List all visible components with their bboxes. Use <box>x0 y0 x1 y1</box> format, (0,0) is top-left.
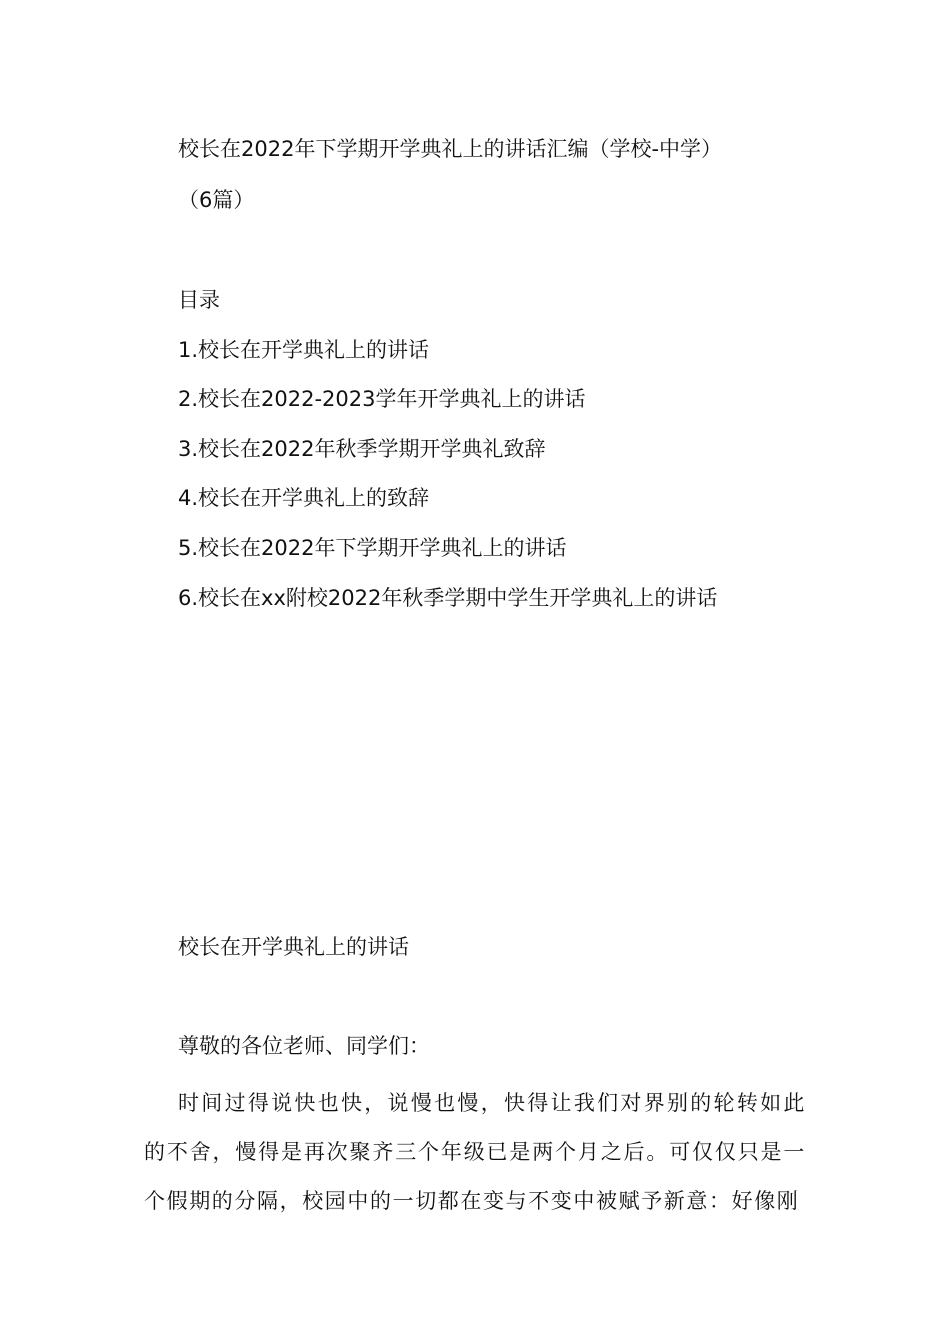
section-title: 校长在开学典礼上的讲话 <box>178 935 409 959</box>
toc-item: 4.校长在开学典礼上的致辞 <box>178 486 430 510</box>
speech-body-paragraph: 时间过得说快也快，说慢也慢，快得让我们对界别的轮转如此的不舍，慢得是再次聚齐三个年级已是两个月之后。可仅仅只是一个假期的分隔，校园中的一切都在变与不变中被赋予新意：好像刚 <box>144 1091 806 1213</box>
toc-item: 2.校长在2022-2023学年开学典礼上的讲话 <box>178 387 586 411</box>
toc-item: 5.校长在2022年下学期开学典礼上的讲话 <box>178 536 567 560</box>
document-title-line-2: （6篇） <box>178 188 255 212</box>
document-title-line-1: 校长在2022年下学期开学典礼上的讲话汇编（学校-中学） <box>178 137 723 161</box>
toc-item: 1.校长在开学典礼上的讲话 <box>178 338 430 362</box>
speech-greeting: 尊敬的各位老师、同学们： <box>178 1034 430 1058</box>
toc-heading: 目录 <box>178 288 220 312</box>
toc-item: 3.校长在2022年秋季学期开学典礼致辞 <box>178 437 546 461</box>
toc-item: 6.校长在xx附校2022年秋季学期中学生开学典礼上的讲话 <box>178 586 718 610</box>
